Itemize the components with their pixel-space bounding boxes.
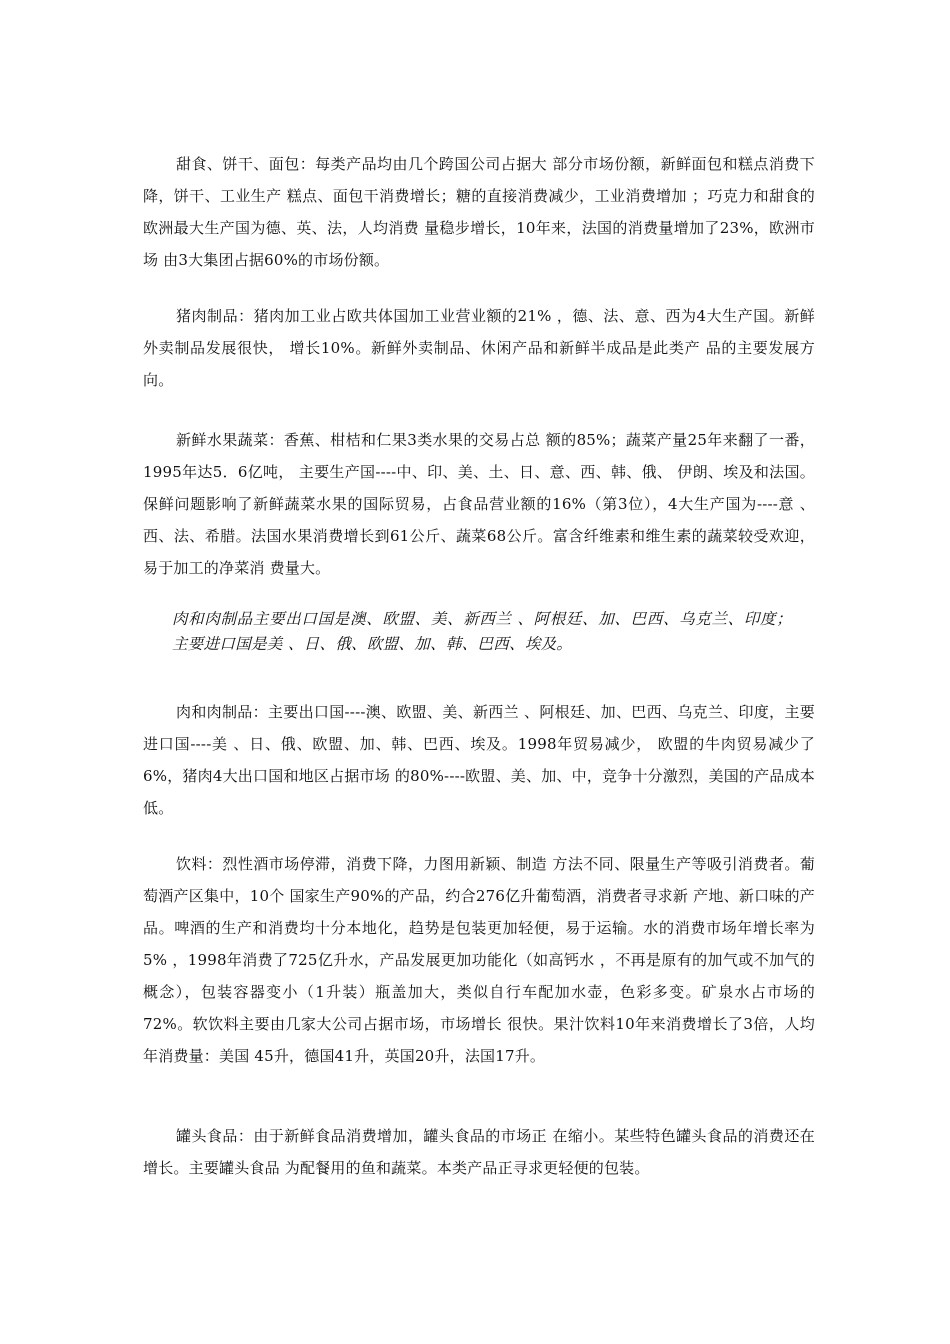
paragraph-meat-products: 肉和肉制品：主要出口国----澳、欧盟、美、新西兰 、阿根廷、加、巴西、乌克兰、印度，主要进口国----美 、日、俄、欧盟、加、韩、巴西、埃及。1998年贸易减少， 欧盟的牛肉贸易减少了6%，猪肉4大出口国和地区占据市场 的80%----欧盟、美、加、中，竞争十分激烈，美国的产品成本低。: [143, 703, 815, 817]
paragraph-canned-food: 罐头食品：由于新鲜食品消费增加，罐头食品的市场正 在缩小。某些特色罐头食品的消费还在增长。主要罐头食品 为配餐用的鱼和蔬菜。本类产品正寻求更轻便的包装。: [143, 1127, 815, 1177]
paragraph-pork-products: 猪肉制品：猪肉加工业占欧共体国加工业营业额的21% ，德、法、意、西为4大生产国。新鲜外卖制品发展很快， 增长10%。新鲜外卖制品、休闲产品和新鲜半成品是此类产 品的主要发展方向。: [143, 307, 815, 389]
paragraph-fresh-fruit-vegetables: 新鲜水果蔬菜：香蕉、柑桔和仁果3类水果的交易占总 额的85%；蔬菜产量25年来翻了一番，1995年达5．6亿吨， 主要生产国----中、印、美、土、日、意、西、韩、俄、 伊朗、埃及和法国。保鲜问题影响了新鲜蔬菜水果的国际贸易，占食品营业额的16%（第3位），4大生产国为----意 、西、法、希腊。法国水果消费增长到61公斤、蔬菜68公斤。富含纤维素和维生素的蔬菜较受欢迎，易于加工的净菜消 费量大。: [143, 431, 815, 577]
paragraph-sweets-biscuits-bread: 甜食、饼干、面包：每类产品均由几个跨国公司占据大 部分市场份额，新鲜面包和糕点消费下降，饼干、工业生产 糕点、面包干消费增长；糖的直接消费减少，工业消费增加 ；巧克力和甜食的欧洲最大生产国为德、英、法，人均消费 量稳步增长，10年来，法国的消费量增加了23%，欧洲市场 由3大集团占据60%的市场份额。: [143, 155, 815, 269]
paragraph-meat-trade-highlight: 肉和肉制品主要出口国是澳、欧盟、美、新西兰 、阿根廷、加、巴西、乌克兰、印度；主要进口国是美 、日、俄、欧盟、加、韩、巴西、埃及。: [172, 610, 792, 653]
paragraph-beverages: 饮料：烈性酒市场停滞，消费下降，力图用新颖、制造 方法不同、限量生产等吸引消费者。葡萄酒产区集中，10个 国家生产90%的产品，约合276亿升葡萄酒，消费者寻求新 产地、新口味的产品。啤酒的生产和消费均十分本地化，趋势是包装更加轻便，易于运输。水的消费市场年增长率为5% ，1998年消费了725亿升水，产品发展更加功能化（如高钙水 ，不再是原有的加气或不加气的概念），包装容器变小（1升装）瓶盖加大，类似自行车配加水壶，色彩多变。矿泉水占市场的72%。软饮料主要由几家大公司占据市场，市场增长 很快。果汁饮料10年来消费增长了3倍，人均年消费量：美国 45升，德国41升，英国20升，法国17升。: [143, 855, 815, 1065]
